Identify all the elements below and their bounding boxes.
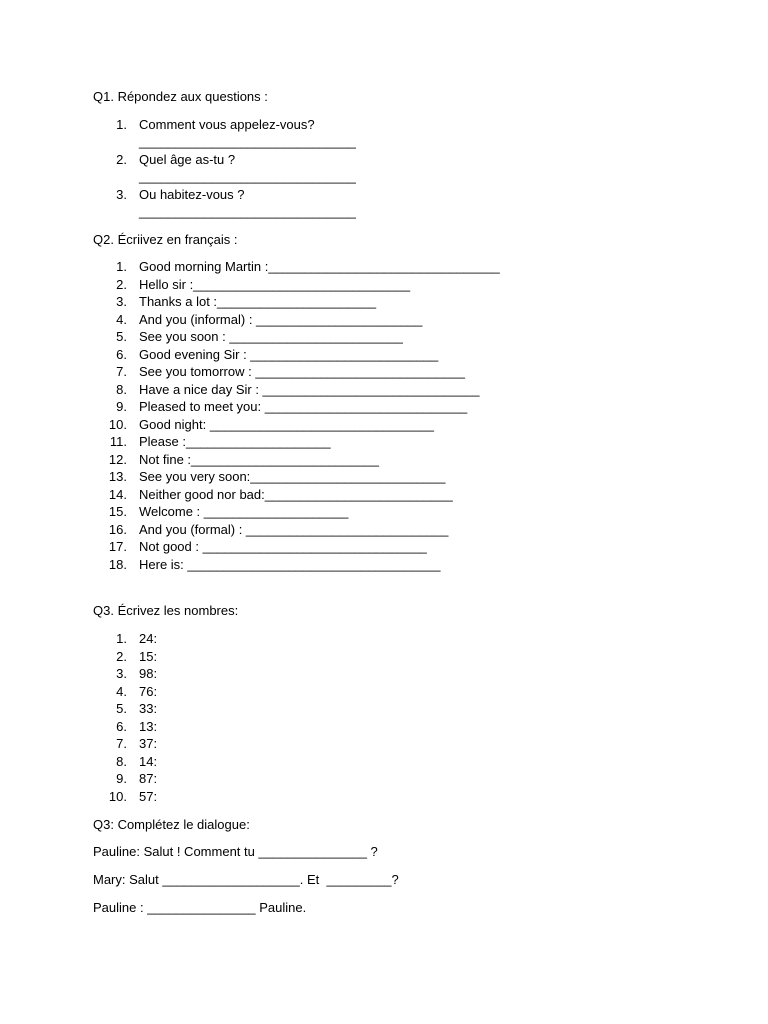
q1-item-3-answer-line[interactable]: ______________________________ [139, 204, 356, 219]
q2-item-number: 3. [116, 294, 127, 309]
q2-item-number: 18. [108, 557, 127, 572]
q2-item-text[interactable]: Here is: ___________________________________ [139, 557, 441, 572]
q3-item-number: 6. [116, 719, 127, 734]
q1-item-1-answer-line[interactable]: ______________________________ [139, 134, 356, 149]
q2-item-text[interactable]: See you soon : ________________________ [139, 329, 403, 344]
q2-item-number: 14. [108, 487, 127, 502]
q2-item-number: 10. [108, 417, 127, 432]
q3-item-number: 10. [108, 789, 127, 804]
q2-item-number: 17. [108, 539, 127, 554]
q2-item-number: 7. [116, 364, 127, 379]
q2-item-number: 9. [116, 399, 127, 414]
q2-item-text[interactable]: Neither good nor bad:__________________________ [139, 487, 453, 502]
q2-item-number: 8. [116, 382, 127, 397]
q3-item-number: 4. [116, 684, 127, 699]
q2-item-number: 16. [108, 522, 127, 537]
q2-item-number: 5. [116, 329, 127, 344]
q2-item-number: 1. [116, 259, 127, 274]
q1-item-1-number: 1. [116, 117, 127, 132]
q2-item-number: 12. [108, 452, 127, 467]
q2-item-text[interactable]: Have a nice day Sir : ______________________________ [139, 382, 480, 397]
q2-item-number: 6. [116, 347, 127, 362]
q3-item-number: 3. [116, 666, 127, 681]
q2-item-text[interactable]: Not good : _______________________________ [139, 539, 427, 554]
q2-heading: Q2. Écriivez en français : [93, 232, 238, 247]
q3-item-text: 37: [139, 736, 158, 751]
q2-item-number: 15. [108, 504, 127, 519]
q2-item-number: 11. [109, 434, 127, 449]
q3-heading: Q3. Écrivez les nombres: [93, 603, 239, 618]
q2-item-text[interactable]: See you very soon:___________________________ [139, 469, 446, 484]
q2-item-number: 2. [116, 277, 127, 292]
q1-item-1-question: Comment vous appelez-vous? [139, 117, 315, 132]
q3-item-text: 98: [139, 666, 158, 681]
q1-heading: Q1. Répondez aux questions : [93, 89, 268, 104]
q2-item-text[interactable]: Not fine :__________________________ [139, 452, 380, 467]
q3-item-number: 9. [116, 771, 127, 786]
q2-item-text[interactable]: Thanks a lot :______________________ [139, 294, 377, 309]
q2-item-text[interactable]: Welcome : ____________________ [139, 504, 349, 519]
q3-item-text: 87: [139, 771, 158, 786]
q2-item-number: 13. [108, 469, 127, 484]
q2-item-text[interactable]: Good morning Martin :________________________________ [139, 259, 500, 274]
dialogue-line-pauline-2[interactable]: Pauline : _______________ Pauline. [93, 900, 307, 915]
dialogue-line-mary[interactable]: Mary: Salut ___________________. Et _________? [93, 872, 399, 887]
q2-item-text[interactable]: And you (informal) : _______________________ [139, 312, 423, 327]
q2-item-text[interactable]: Hello sir :______________________________ [139, 277, 411, 292]
q1-item-2-question: Quel âge as-tu ? [139, 152, 236, 167]
q1-item-3-question: Ou habitez-vous ? [139, 187, 245, 202]
q3-item-number: 5. [116, 701, 127, 716]
q2-item-text[interactable]: See you tomorrow : _____________________________ [139, 364, 465, 379]
q1-item-2-answer-line[interactable]: ______________________________ [139, 169, 356, 184]
q3-item-number: 7. [116, 736, 127, 751]
q3-item-text: 33: [139, 701, 158, 716]
q3-item-text: 76: [139, 684, 158, 699]
q3-item-text: 24: [139, 631, 158, 646]
q3-item-text: 15: [139, 649, 158, 664]
q3-item-number: 1. [116, 631, 127, 646]
q3-item-number: 2. [116, 649, 127, 664]
q3-item-text: 14: [139, 754, 158, 769]
q2-item-text[interactable]: Please :____________________ [139, 434, 331, 449]
q2-item-text[interactable]: And you (formal) : ____________________________ [139, 522, 449, 537]
q2-item-text[interactable]: Pleased to meet you: ____________________________ [139, 399, 468, 414]
q1-item-2-number: 2. [116, 152, 127, 167]
q4-heading: Q3: Complétez le dialogue: [93, 817, 250, 832]
dialogue-line-pauline-1[interactable]: Pauline: Salut ! Comment tu _______________ ? [93, 844, 378, 859]
q2-item-text[interactable]: Good night: _______________________________ [139, 417, 434, 432]
q3-item-text: 57: [139, 789, 158, 804]
q3-item-number: 8. [116, 754, 127, 769]
q2-item-number: 4. [116, 312, 127, 327]
q2-item-text[interactable]: Good evening Sir : __________________________ [139, 347, 439, 362]
q1-item-3-number: 3. [116, 187, 127, 202]
q3-item-text: 13: [139, 719, 158, 734]
